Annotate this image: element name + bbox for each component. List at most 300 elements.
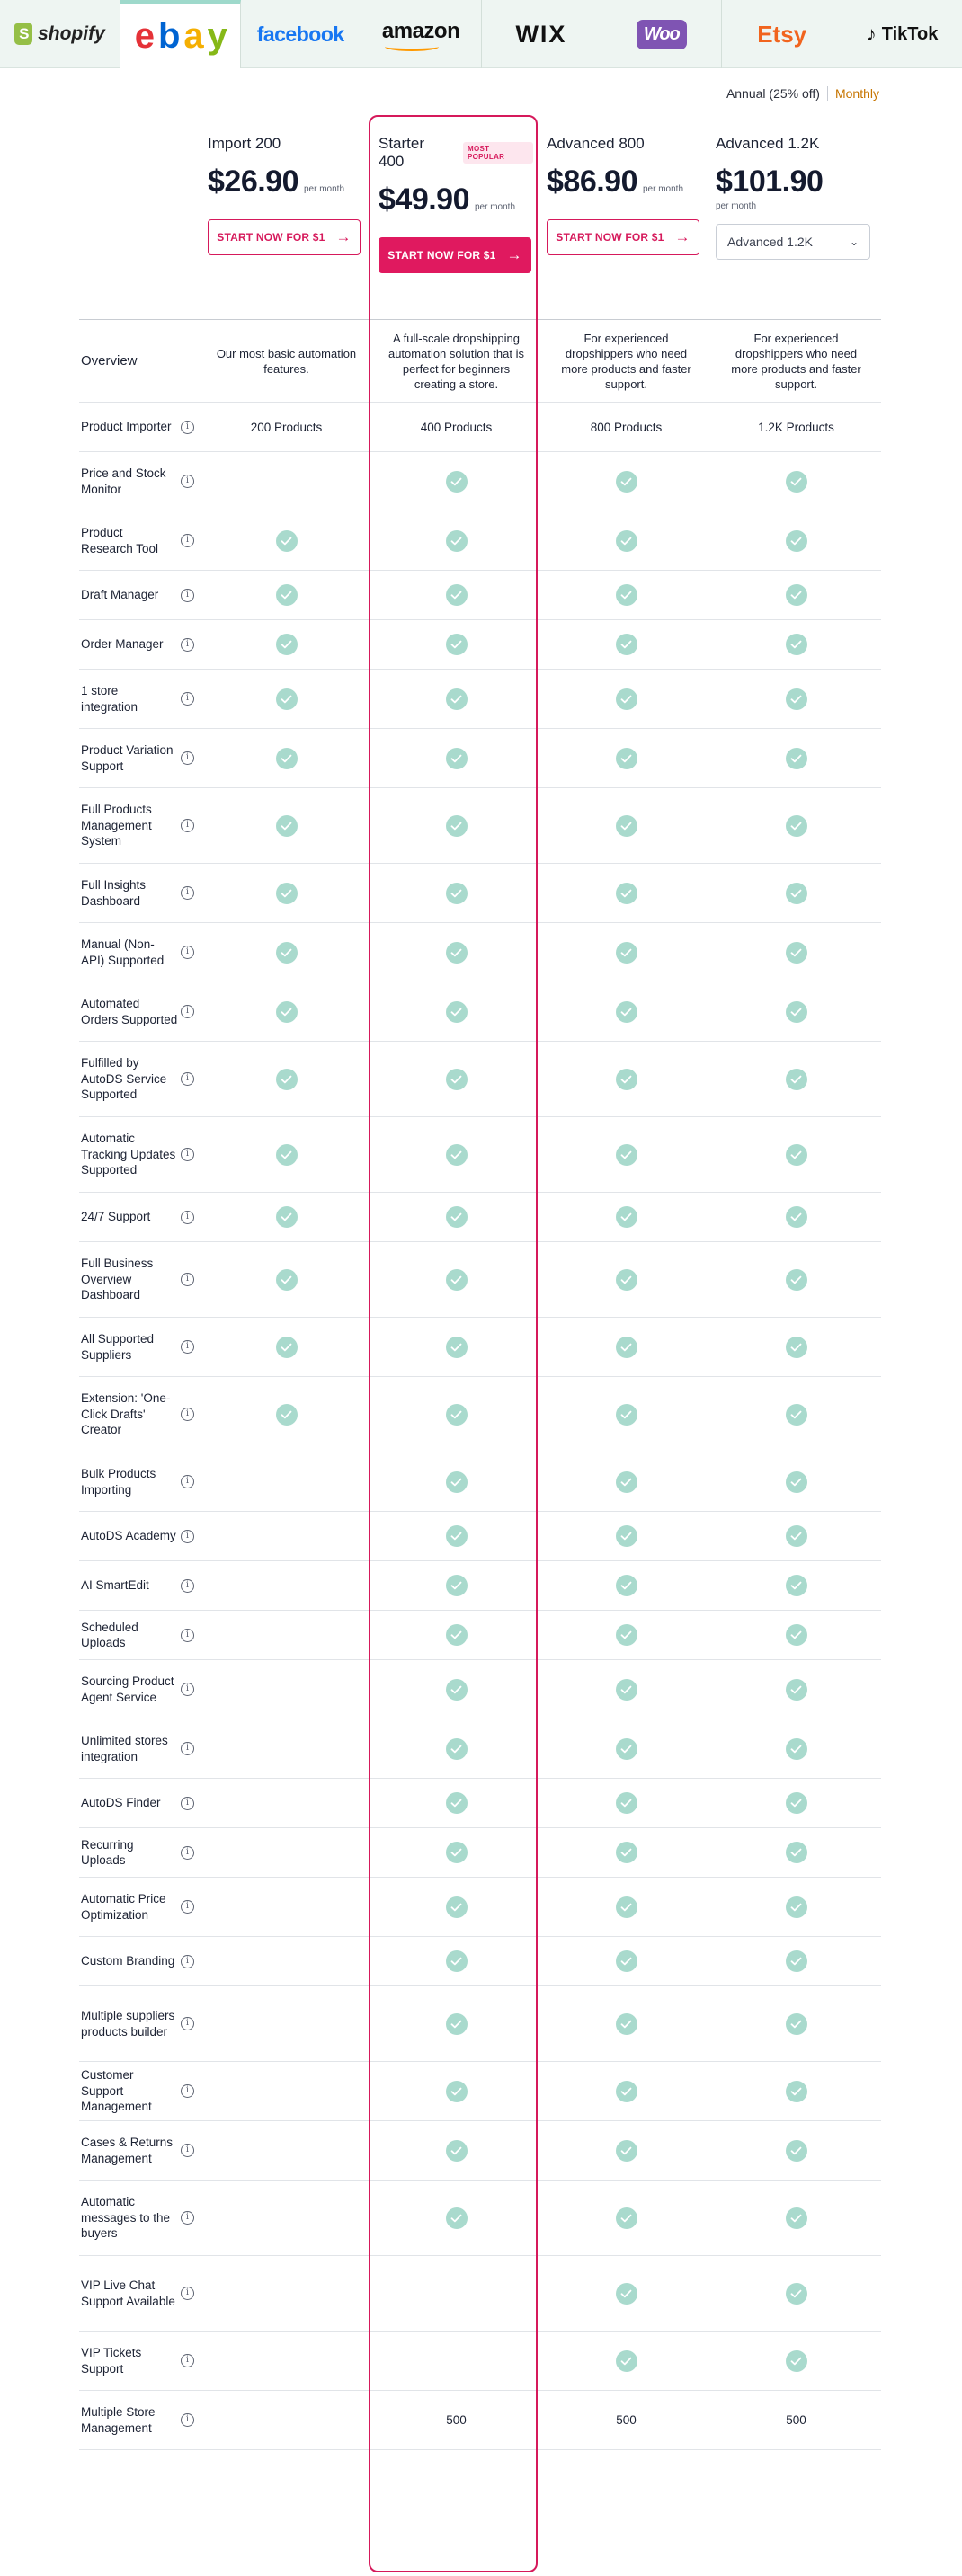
plan-price: $101.90: [716, 164, 824, 199]
shopify-logo: S shopify: [14, 23, 105, 45]
plan-value-cell: [541, 1144, 711, 1166]
check-icon: [786, 1337, 807, 1358]
check-icon: [616, 1950, 637, 1972]
feature-cell: [79, 2008, 201, 2039]
check-icon: [786, 1575, 807, 1596]
check-icon: [786, 1842, 807, 1863]
feature-cell: [79, 466, 201, 497]
check-icon: [276, 1206, 298, 1228]
info-icon[interactable]: i: [181, 534, 194, 547]
check-icon: [786, 2350, 807, 2372]
check-icon: [616, 634, 637, 655]
feature-row: [79, 1937, 881, 1986]
feature-label: 1 store integration: [81, 684, 138, 714]
plan-value-cell: [371, 1269, 541, 1291]
tab-woo[interactable]: [601, 0, 722, 68]
feature-cell: [79, 1577, 201, 1594]
plan-value-cell: [711, 1206, 881, 1228]
plan-value-cell: [371, 2413, 541, 2427]
feature-label: Sourcing Product Agent Service: [81, 1674, 174, 1704]
feature-cell: [79, 742, 201, 774]
plan-value-cell: [711, 1269, 881, 1291]
info-icon[interactable]: i: [181, 1846, 194, 1860]
plan-advanced-800: [547, 135, 701, 255]
check-icon: [616, 2350, 637, 2372]
check-icon: [276, 584, 298, 606]
check-icon: [446, 2013, 468, 2035]
plan-value-cell: [711, 1679, 881, 1701]
feature-label: Full Business Overview Dashboard: [81, 1257, 154, 1302]
billing-annual-option[interactable]: Annual (25% off): [726, 86, 820, 101]
feature-cell: [79, 353, 201, 369]
check-icon: [786, 1269, 807, 1291]
plan-description: For experienced dropshippers who need more products and faster support.: [731, 331, 861, 391]
feature-row: [79, 403, 881, 452]
feature-cell: [79, 1331, 201, 1363]
plan-value-cell: [201, 942, 371, 964]
info-icon[interactable]: i: [181, 819, 194, 832]
feature-cell: [79, 2404, 201, 2436]
check-icon: [616, 1624, 637, 1646]
feature-row: [79, 571, 881, 620]
check-icon: [616, 1144, 637, 1166]
plan-value-cell: [541, 1206, 711, 1228]
feature-row: [79, 1660, 881, 1719]
plan-value-cell: [541, 1269, 711, 1291]
check-icon: [616, 883, 637, 904]
plan-tier-select[interactable]: Advanced 1.2K ⌄: [716, 224, 870, 260]
feature-row: [79, 2121, 881, 2181]
feature-comparison-table: [79, 319, 881, 2450]
feature-cell: [79, 1390, 201, 1438]
check-icon: [616, 1792, 637, 1814]
plan-value-cell: [541, 815, 711, 837]
check-icon: [446, 584, 468, 606]
plan-value-cell: [541, 2207, 711, 2229]
plan-period: per month: [643, 184, 684, 194]
check-icon: [446, 1792, 468, 1814]
info-icon[interactable]: i: [181, 1955, 194, 1968]
plan-starter-400: [379, 135, 533, 273]
feature-label: Scheduled Uploads: [81, 1620, 138, 1649]
feature-row: [79, 982, 881, 1042]
plan-value-cell: [541, 421, 711, 434]
check-icon: [446, 1269, 468, 1291]
feature-cell: [79, 419, 201, 435]
check-icon: [616, 815, 637, 837]
plan-value-cell: [371, 1950, 541, 1972]
billing-monthly-option[interactable]: Monthly: [834, 86, 879, 101]
feature-row: [79, 2391, 881, 2450]
feature-cell: [79, 2194, 201, 2242]
feature-label: Automatic messages to the buyers: [81, 2195, 171, 2241]
plan-value-cell: [711, 688, 881, 710]
feature-label: Price and Stock Monitor: [81, 466, 166, 496]
feature-label: AutoDS Academy: [81, 1529, 176, 1543]
check-icon: [616, 2207, 637, 2229]
check-icon: [786, 942, 807, 964]
start-now-button[interactable]: START NOW FOR $1 →: [547, 219, 699, 255]
feature-row: [79, 1878, 881, 1937]
plan-value-cell: [371, 1525, 541, 1547]
feature-label: Custom Branding: [81, 1954, 175, 1968]
plan-value-cell: [371, 1738, 541, 1760]
plan-value-cell: [711, 1896, 881, 1918]
feature-label: AI SmartEdit: [81, 1578, 149, 1593]
plan-value-cell: [711, 1144, 881, 1166]
check-icon: [616, 1471, 637, 1493]
plan-value-cell: [711, 1525, 881, 1547]
info-icon[interactable]: i: [181, 1475, 194, 1488]
feature-label: Full Products Management System: [81, 803, 152, 848]
plan-value-cell: [541, 1679, 711, 1701]
info-icon[interactable]: i: [181, 1340, 194, 1354]
plan-value-cell: [711, 2013, 881, 2035]
plan-value-cell: [201, 1069, 371, 1090]
check-icon: [446, 748, 468, 769]
check-icon: [616, 1404, 637, 1426]
plan-value-cell: [541, 748, 711, 769]
feature-row: [79, 1193, 881, 1242]
info-icon[interactable]: i: [181, 1148, 194, 1161]
facebook-logo: facebook: [256, 22, 344, 46]
tab-tiktok[interactable]: [842, 0, 962, 68]
check-icon: [276, 530, 298, 552]
feature-label: Product Research Tool: [81, 526, 159, 555]
overview-label: Overview: [81, 352, 138, 369]
check-icon: [786, 2013, 807, 2035]
plan-value-cell: [541, 1471, 711, 1493]
plan-value-cell: [541, 2283, 711, 2305]
plan-value-cell: [201, 1404, 371, 1426]
plan-import-200: [208, 135, 362, 255]
plan-value-cell: [371, 1575, 541, 1596]
feature-label: Cases & Returns Management: [81, 2136, 174, 2165]
start-now-button[interactable]: START NOW FOR $1 →: [208, 219, 361, 255]
check-icon: [786, 2081, 807, 2102]
info-icon[interactable]: i: [181, 1797, 194, 1810]
info-icon[interactable]: i: [181, 1900, 194, 1914]
feature-label: Draft Manager: [81, 588, 159, 602]
plan-advanced-1-2k: [716, 135, 870, 260]
feature-row: [79, 1779, 881, 1828]
plan-value-cell: [201, 815, 371, 837]
check-icon: [616, 1337, 637, 1358]
check-icon: [276, 1069, 298, 1090]
feature-cell: [79, 636, 201, 653]
check-icon: [276, 815, 298, 837]
check-icon: [616, 2140, 637, 2162]
info-icon[interactable]: i: [181, 692, 194, 706]
info-icon[interactable]: i: [181, 1579, 194, 1593]
plan-description: A full-scale dropshipping automation solution that is perfect for beginners creating a store.: [387, 331, 525, 391]
check-icon: [616, 2081, 637, 2102]
plan-value-cell: [711, 634, 881, 655]
info-icon[interactable]: i: [181, 1530, 194, 1543]
feature-row: [79, 2062, 881, 2121]
check-icon: [446, 2207, 468, 2229]
check-icon: [446, 2081, 468, 2102]
feature-cell: [79, 525, 201, 556]
feature-cell: [79, 1131, 201, 1178]
check-icon: [446, 942, 468, 964]
plan-value-cell: [541, 471, 711, 493]
info-icon[interactable]: i: [181, 946, 194, 959]
info-icon[interactable]: i: [181, 589, 194, 602]
billing-toggle: [726, 86, 879, 101]
check-icon: [276, 748, 298, 769]
check-icon: [616, 1575, 637, 1596]
check-icon: [786, 688, 807, 710]
plan-value-cell: [541, 1575, 711, 1596]
check-icon: [446, 1471, 468, 1493]
check-icon: [446, 1206, 468, 1228]
info-icon[interactable]: i: [181, 1005, 194, 1018]
info-icon[interactable]: i: [181, 421, 194, 434]
info-icon[interactable]: i: [181, 2017, 194, 2030]
check-icon: [446, 1001, 468, 1023]
feature-row: [79, 923, 881, 982]
check-icon: [276, 1404, 298, 1426]
plan-value-cell: [371, 1624, 541, 1646]
plan-value-cell: [711, 1738, 881, 1760]
plan-value-cell: [371, 1069, 541, 1090]
feature-label: Full Insights Dashboard: [81, 878, 147, 908]
feature-label: Automated Orders Supported: [81, 997, 178, 1026]
feature-cell: [79, 1256, 201, 1303]
plan-value-cell: [711, 421, 881, 434]
plan-value-cell: [201, 1269, 371, 1291]
tab-ebay[interactable]: [120, 0, 241, 68]
plan-value-cell: [371, 2207, 541, 2229]
plan-value-text: 800 Products: [590, 420, 663, 434]
feature-cell: [79, 1466, 201, 1497]
feature-label: Fulfilled by AutoDS Service Supported: [81, 1056, 167, 1102]
plan-value-cell: [371, 1471, 541, 1493]
feature-cell: [79, 2067, 201, 2115]
plan-value-cell: [201, 584, 371, 606]
feature-label: Automatic Tracking Updates Supported: [81, 1132, 176, 1177]
plan-value-cell: [711, 883, 881, 904]
plan-price: $49.90: [379, 182, 469, 217]
feature-cell: [79, 802, 201, 849]
check-icon: [276, 1144, 298, 1166]
plan-value-text: 400 Products: [420, 420, 493, 434]
check-icon: [616, 1738, 637, 1760]
plan-value-cell: [371, 530, 541, 552]
info-icon[interactable]: i: [181, 1683, 194, 1696]
feature-cell: [79, 1620, 201, 1651]
info-icon[interactable]: i: [181, 1072, 194, 1086]
check-icon: [446, 1896, 468, 1918]
check-icon: [786, 1896, 807, 1918]
check-icon: [446, 1738, 468, 1760]
info-icon[interactable]: i: [181, 1408, 194, 1421]
tab-wix[interactable]: [482, 0, 602, 68]
info-icon[interactable]: i: [181, 2287, 194, 2300]
feature-label: VIP Tickets Support: [81, 2346, 142, 2376]
info-icon[interactable]: i: [181, 751, 194, 765]
feature-cell: [79, 1209, 201, 1225]
plan-value-cell: [711, 2081, 881, 2102]
feature-row: [79, 1561, 881, 1611]
feature-label: Recurring Uploads: [81, 1837, 134, 1867]
feature-cell: [79, 2278, 201, 2309]
check-icon: [446, 1842, 468, 1863]
feature-cell: [79, 937, 201, 968]
info-icon[interactable]: i: [181, 1629, 194, 1642]
check-icon: [616, 1842, 637, 1863]
plan-value-cell: [541, 1404, 711, 1426]
check-icon: [786, 815, 807, 837]
feature-cell: [79, 587, 201, 603]
feature-label: Customer Support Management: [81, 2068, 152, 2114]
plan-value-cell: [371, 883, 541, 904]
feature-row: [79, 729, 881, 788]
feature-row: [79, 1611, 881, 1660]
plan-value-cell: [201, 688, 371, 710]
plan-price-row: [547, 165, 701, 198]
check-icon: [786, 2207, 807, 2229]
check-icon: [786, 2140, 807, 2162]
check-icon: [446, 1525, 468, 1547]
plan-value-cell: [711, 2350, 881, 2372]
plan-value-cell: [541, 1525, 711, 1547]
plan-value-cell: [541, 1738, 711, 1760]
plan-value-cell: [541, 1337, 711, 1358]
plan-value-text: 500: [616, 2413, 637, 2427]
tab-amazon[interactable]: [361, 0, 482, 68]
tab-etsy[interactable]: [722, 0, 842, 68]
info-icon[interactable]: i: [181, 886, 194, 900]
plan-value-cell: [541, 1624, 711, 1646]
plan-value-cell: [711, 1404, 881, 1426]
plan-period: per month: [475, 202, 516, 212]
check-icon: [446, 1679, 468, 1701]
plan-value-cell: [541, 1842, 711, 1863]
feature-cell: [79, 683, 201, 715]
check-icon: [616, 471, 637, 493]
check-icon: [786, 2283, 807, 2305]
check-icon: [786, 584, 807, 606]
info-icon[interactable]: i: [181, 1273, 194, 1286]
info-icon[interactable]: i: [181, 2413, 194, 2427]
plan-value-cell: [541, 1896, 711, 1918]
check-icon: [276, 1001, 298, 1023]
info-icon[interactable]: i: [181, 2084, 194, 2098]
plan-value-cell: [541, 634, 711, 655]
info-icon[interactable]: i: [181, 638, 194, 652]
feature-label: Multiple suppliers products builder: [81, 2009, 175, 2039]
info-icon[interactable]: i: [181, 475, 194, 488]
plan-value-cell: [371, 2081, 541, 2102]
plan-price-row: [208, 165, 362, 198]
check-icon: [276, 883, 298, 904]
plan-value-cell: [201, 634, 371, 655]
plan-value-cell: [201, 1206, 371, 1228]
check-icon: [786, 1404, 807, 1426]
feature-label: All Supported Suppliers: [81, 1332, 155, 1362]
start-now-button[interactable]: START NOW FOR $1 →: [379, 237, 531, 273]
feature-row: [79, 1318, 881, 1377]
plan-value-cell: [541, 1001, 711, 1023]
plan-value-cell: [541, 1069, 711, 1090]
plan-price-row: [379, 183, 533, 216]
feature-cell: [79, 1891, 201, 1923]
check-icon: [616, 1269, 637, 1291]
info-icon[interactable]: i: [181, 2211, 194, 2225]
feature-cell: [79, 1055, 201, 1103]
plan-value-cell: [371, 1206, 541, 1228]
info-icon[interactable]: i: [181, 2144, 194, 2157]
platform-tab-bar: [0, 0, 962, 68]
check-icon: [446, 883, 468, 904]
feature-row: [79, 1512, 881, 1561]
feature-cell: [79, 1837, 201, 1869]
check-icon: [276, 1337, 298, 1358]
plan-value-cell: [201, 1337, 371, 1358]
check-icon: [786, 1206, 807, 1228]
plan-value-cell: [541, 688, 711, 710]
feature-label: Product Importer: [81, 420, 172, 434]
feature-row: [79, 864, 881, 923]
check-icon: [616, 530, 637, 552]
plan-value-cell: [711, 2140, 881, 2162]
plan-value-cell: [371, 1896, 541, 1918]
feature-cell: [79, 1953, 201, 1969]
woo-logo: Woo: [637, 20, 687, 49]
plan-price: $26.90: [208, 164, 298, 199]
check-icon: [616, 1001, 637, 1023]
check-icon: [616, 1206, 637, 1228]
check-icon: [616, 1069, 637, 1090]
plan-value-cell: [371, 1842, 541, 1863]
feature-row: [79, 1117, 881, 1193]
plan-name: Starter 400 MOST POPULAR: [379, 135, 533, 171]
feature-row: [79, 2181, 881, 2256]
plan-value-cell: [541, 883, 711, 904]
plan-value-cell: [371, 1001, 541, 1023]
feature-cell: [79, 1795, 201, 1811]
plan-value-cell: [371, 2013, 541, 2035]
plan-value-cell: [541, 1792, 711, 1814]
tiktok-note-icon: ♪: [866, 22, 877, 45]
plan-value-cell: [201, 883, 371, 904]
plan-value-cell: [711, 1624, 881, 1646]
info-icon[interactable]: i: [181, 2354, 194, 2367]
feature-label: Product Variation Support: [81, 743, 174, 773]
plan-value-cell: [371, 421, 541, 434]
check-icon: [616, 748, 637, 769]
plan-price-row: [716, 165, 870, 198]
check-icon: [616, 2013, 637, 2035]
check-icon: [786, 1471, 807, 1493]
tab-shopify[interactable]: [0, 0, 120, 68]
check-icon: [616, 1525, 637, 1547]
plan-value-cell: [541, 584, 711, 606]
plan-value-cell: [371, 942, 541, 964]
feature-label: Automatic Price Optimization: [81, 1892, 166, 1922]
plan-value-cell: [711, 1001, 881, 1023]
tab-facebook[interactable]: [241, 0, 361, 68]
plan-value-cell: [541, 2081, 711, 2102]
plan-value-text: 500: [446, 2413, 467, 2427]
check-icon: [786, 748, 807, 769]
feature-cell: [79, 1528, 201, 1544]
info-icon[interactable]: i: [181, 1211, 194, 1224]
info-icon[interactable]: i: [181, 1742, 194, 1755]
plan-value-cell: [711, 2413, 881, 2427]
